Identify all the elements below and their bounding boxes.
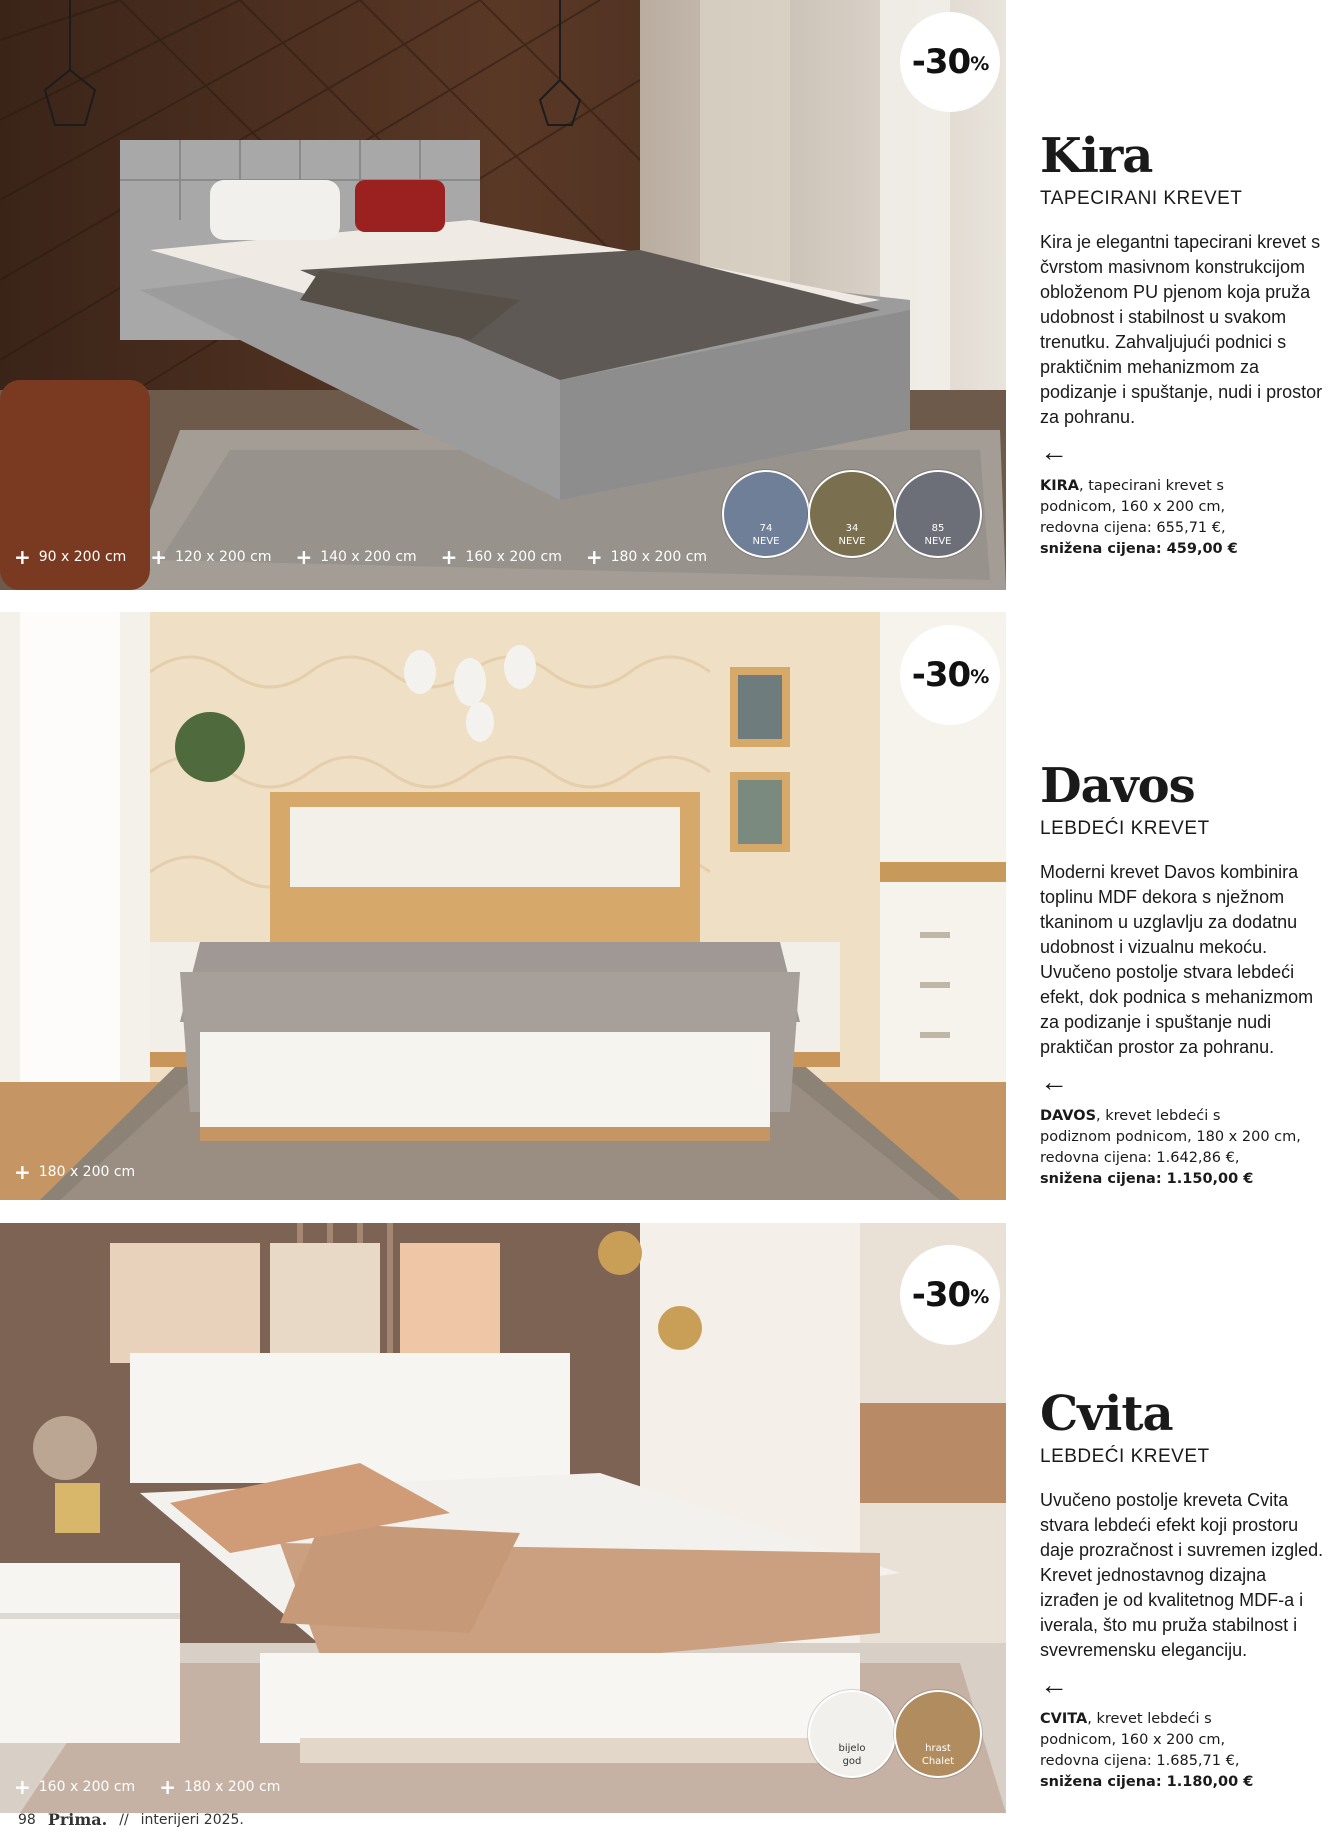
plus-icon: + bbox=[14, 545, 31, 569]
size-option bbox=[295, 545, 416, 569]
swatch-name: NEVE bbox=[752, 536, 780, 547]
swatch-line: Chalet bbox=[921, 1756, 955, 1767]
size-option bbox=[159, 1775, 280, 1799]
swatch-line: bijelo bbox=[838, 1743, 866, 1754]
price-line: podiznom podnicom, 180 x 200 cm, bbox=[1040, 1129, 1301, 1145]
davos-details bbox=[1040, 760, 1330, 1190]
price-line: , tapecirani krevet s bbox=[1079, 478, 1224, 494]
product-description: Moderni krevet Davos kombinira toplinu MDF dekora s nježnom tkaninom u uzglavlju za dodatnu udobnost i vizualnu mekoću. Uvučeno postolje stvara lebdeći efekt, dok podnica s mehanizmom za podizanje i spuštanje nudi praktičan prostor za pohranu. bbox=[1040, 862, 1314, 1057]
swatch-code: 34 bbox=[845, 523, 859, 534]
swatch-code: 85 bbox=[931, 523, 945, 534]
discount-badge bbox=[900, 1245, 1000, 1345]
size-label: 160 x 200 cm bbox=[465, 549, 562, 565]
product-description: Uvučeno postolje kreveta Cvita stvara lebdeći efekt koji prostoru daje prozračnost i suvremen izgled. Krevet jednostavnog dizajna izrađen je od kvalitetnog MDF-a i iverala, što mu pruža stabilnost i svevremensku eleganciju. bbox=[1040, 1490, 1324, 1660]
arrow-left-icon: ← bbox=[1040, 1066, 1068, 1097]
plus-icon: + bbox=[159, 1775, 176, 1799]
price-info bbox=[1040, 1709, 1330, 1793]
size-label: 160 x 200 cm bbox=[38, 1779, 136, 1795]
price-product-name: DAVOS bbox=[1040, 1108, 1097, 1124]
plus-icon: + bbox=[14, 1160, 31, 1184]
fabric-swatch bbox=[722, 470, 810, 558]
davos-photo bbox=[0, 612, 1006, 1200]
regular-price: redovna cijena: 1.642,86 €, bbox=[1040, 1150, 1240, 1166]
size-label: 140 x 200 cm bbox=[320, 549, 417, 565]
discount-value: -30 bbox=[911, 655, 971, 695]
price-info bbox=[1040, 476, 1330, 560]
footer-separator: // bbox=[119, 1811, 129, 1828]
finish-swatch bbox=[808, 1690, 896, 1778]
product-subtitle: TAPECIRANI KREVET bbox=[1040, 188, 1243, 209]
size-label: 180 x 200 cm bbox=[38, 1164, 136, 1180]
sale-price: snižena cijena: 459,00 € bbox=[1040, 541, 1238, 557]
product-title: Davos bbox=[1040, 758, 1195, 814]
product-title: Cvita bbox=[1040, 1386, 1173, 1442]
catalog-name: interijeri 2025. bbox=[140, 1811, 244, 1828]
price-line: podnicom, 160 x 200 cm, bbox=[1040, 1732, 1226, 1748]
size-label: 120 x 200 cm bbox=[175, 549, 272, 565]
product-description: Kira je elegantni tapecirani krevet s čvrstom masivnom konstrukcijom obloženom PU pjenom koja pruža udobnost i stabilnost u svakom trenutku. Zahvaljujući podnici s praktičnim mehanizmom za podizanje i spuštanje, nudi i prostor za pohranu. bbox=[1040, 232, 1323, 427]
arrow-left-icon: ← bbox=[1040, 436, 1068, 467]
swatch-code: 74 bbox=[759, 523, 773, 534]
swatch-name: NEVE bbox=[924, 536, 952, 547]
size-options bbox=[14, 545, 731, 569]
fabric-swatch bbox=[808, 470, 896, 558]
discount-value: -30 bbox=[911, 1275, 971, 1315]
discount-badge bbox=[900, 12, 1000, 112]
size-label: 90 x 200 cm bbox=[38, 549, 127, 565]
size-label: 180 x 200 cm bbox=[183, 1779, 281, 1795]
size-label: 180 x 200 cm bbox=[610, 549, 708, 565]
price-info bbox=[1040, 1106, 1330, 1190]
price-product-name: KIRA bbox=[1040, 478, 1080, 494]
size-option bbox=[586, 545, 707, 569]
discount-value: -30 bbox=[911, 42, 971, 82]
sale-price: snižena cijena: 1.180,00 € bbox=[1040, 1774, 1254, 1790]
arrow-left-icon: ← bbox=[1040, 1669, 1068, 1700]
discount-badge bbox=[900, 625, 1000, 725]
size-option bbox=[14, 1160, 135, 1184]
price-product-name: CVITA bbox=[1040, 1711, 1088, 1727]
size-options bbox=[14, 1775, 304, 1799]
size-option bbox=[14, 545, 126, 569]
page-footer bbox=[18, 1810, 244, 1829]
page-number: 98 bbox=[18, 1811, 36, 1828]
fabric-swatch bbox=[894, 470, 982, 558]
price-line: , krevet lebdeći s bbox=[1087, 1711, 1212, 1727]
size-option bbox=[150, 545, 271, 569]
price-line: , krevet lebdeći s bbox=[1096, 1108, 1221, 1124]
plus-icon: + bbox=[150, 545, 168, 569]
plus-icon: + bbox=[295, 545, 313, 569]
kira-details bbox=[1040, 130, 1330, 560]
finish-swatch bbox=[894, 1690, 982, 1778]
regular-price: redovna cijena: 1.685,71 €, bbox=[1040, 1753, 1240, 1769]
swatch-name: NEVE bbox=[838, 536, 866, 547]
size-options bbox=[14, 1160, 159, 1184]
discount-unit: % bbox=[970, 1286, 989, 1308]
plus-icon: + bbox=[440, 545, 458, 569]
price-line: podnicom, 160 x 200 cm, bbox=[1040, 499, 1226, 515]
sale-price: snižena cijena: 1.150,00 € bbox=[1040, 1171, 1254, 1187]
product-title: Kira bbox=[1040, 128, 1153, 184]
size-option bbox=[441, 545, 562, 569]
swatch-line: hrast bbox=[925, 1743, 951, 1754]
product-subtitle: LEBDEĆI KREVET bbox=[1040, 818, 1210, 839]
product-subtitle: LEBDEĆI KREVET bbox=[1040, 1446, 1210, 1467]
cvita-details bbox=[1040, 1388, 1330, 1793]
plus-icon: + bbox=[14, 1775, 31, 1799]
regular-price: redovna cijena: 655,71 €, bbox=[1040, 520, 1226, 536]
brand-logo: Prima. bbox=[47, 1810, 108, 1829]
discount-unit: % bbox=[970, 666, 989, 688]
discount-unit: % bbox=[970, 53, 989, 75]
plus-icon: + bbox=[585, 545, 603, 569]
size-option bbox=[14, 1775, 135, 1799]
swatch-line: god bbox=[842, 1756, 862, 1767]
